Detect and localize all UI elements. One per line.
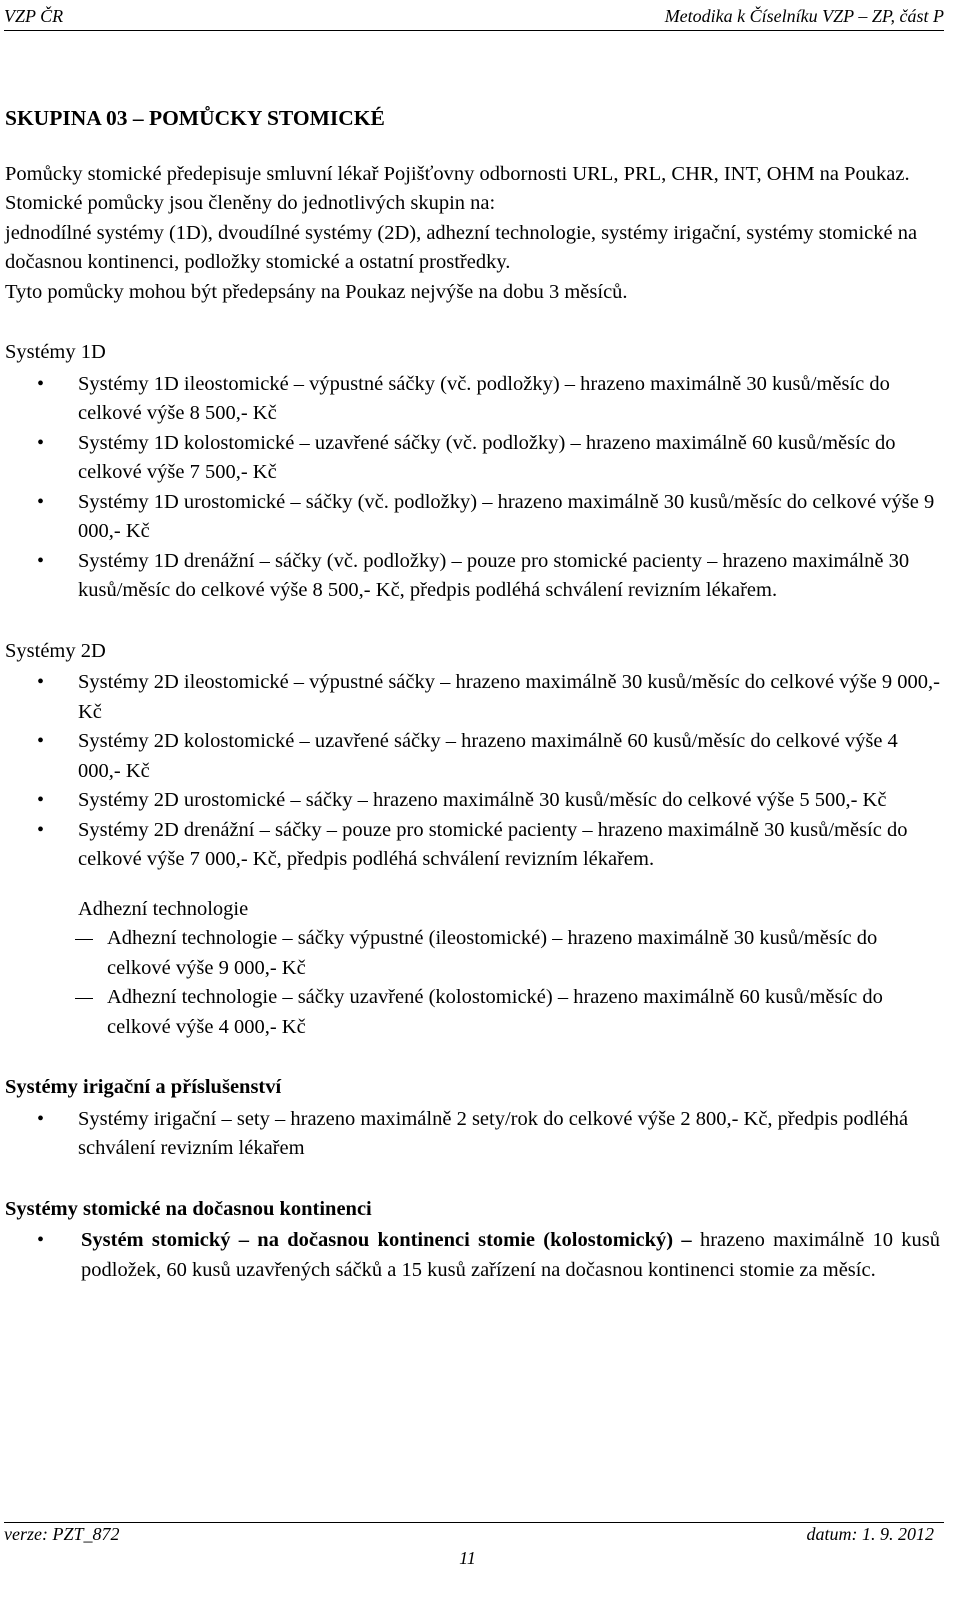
page-title: SKUPINA 03 – POMŮCKY STOMICKÉ — [5, 106, 385, 130]
footer-date: datum: 1. 9. 2012 — [806, 1524, 934, 1544]
item-rest: hrazeno maximálně 10 kusů podložek, 60 kusů uzavřených sáčků a 15 kusů zařízení na dočasnou kontinenci stomie za měsíc. — [81, 1229, 940, 1281]
section-heading-adhesive: Adhezní technologie — [78, 897, 249, 920]
list-item: • Systémy 2D urostomické – sáčky – hrazeno maximálně 30 kusů/měsíc do celkové výše 5 500,- Kč — [5, 786, 940, 816]
list-item: • Systémy 2D ileostomické – výpustné sáčky – hrazeno maximálně 30 kusů/měsíc do celkové výše 9 000,- Kč — [5, 668, 940, 727]
page-content — [5, 104, 940, 1285]
list-adhesive — [5, 924, 940, 1042]
list-item: • Systémy 1D drenážní – sáčky (vč. podložky) – pouze pro stomické pacienty – hrazeno maximálně 30 kusů/měsíc do celkové výše 8 500,- Kč, předpis podléhá schválení revizním lékařem. — [5, 547, 940, 606]
section-heading-1d: Systémy 1D — [5, 341, 106, 363]
list-item: Adhezní technologie – sáčky uzavřené (kolostomické) – hrazeno maximálně 60 kusů/měsíc do celkové výše 4 000,- Kč — [5, 983, 940, 1042]
intro-paragraph: Tyto pomůcky mohou být předepsány na Poukaz nejvýše na dobu 3 měsíců. — [5, 280, 628, 303]
intro-paragraph: jednodílné systémy (1D), dvoudílné systémy (2D), adhezní technologie, systémy irigační, systémy stomické na dočasnou kontinenci, podložky stomické a ostatní prostředky. — [5, 221, 918, 273]
header-right: Metodika k Číselníku VZP – ZP, část P — [664, 6, 944, 26]
list-item: Adhezní technologie – sáčky výpustné (ileostomické) – hrazeno maximálně 30 kusů/měsíc do celkové výše 9 000,- Kč — [5, 924, 940, 983]
section-heading-irrigation: Systémy irigační a příslušenství — [5, 1076, 282, 1098]
item-bold-lead: Systém stomický – na dočasnou kontinenci stomie (kolostomický) – — [81, 1229, 692, 1251]
list-item: • Systémy 1D ileostomické – výpustné sáčky (vč. podložky) – hrazeno maximálně 30 kusů/měsíc do celkové výše 8 500,- Kč — [5, 370, 940, 429]
footer-rule — [4, 1522, 944, 1523]
footer-version: verze: PZT_872 — [4, 1524, 120, 1544]
list-1d — [5, 370, 940, 606]
section-heading-2d: Systémy 2D — [5, 639, 106, 662]
header-left: VZP ČR — [4, 6, 64, 26]
section-heading-continence: Systémy stomické na dočasnou kontinenci — [5, 1197, 372, 1220]
list-2d — [5, 668, 940, 875]
list-item: • Systémy 2D kolostomické – uzavřené sáčky – hrazeno maximálně 60 kusů/měsíc do celkové výše 4 000,- Kč — [5, 727, 940, 786]
intro-paragraph: Stomické pomůcky jsou členěny do jednotlivých skupin na: — [5, 192, 496, 214]
list-item: • Systémy irigační – sety – hrazeno maximálně 2 sety/rok do celkové výše 2 800,- Kč, předpis podléhá schválení revizním lékařem — [5, 1105, 940, 1164]
list-item — [5, 1226, 940, 1285]
list-continence — [5, 1226, 940, 1285]
header-rule — [4, 30, 944, 31]
list-item: • Systémy 2D drenážní – sáčky – pouze pro stomické pacienty – hrazeno maximálně 30 kusů/měsíc do celkové výše 7 000,- Kč, předpis podléhá schválení revizním lékařem. — [5, 816, 940, 875]
list-irrigation — [5, 1105, 940, 1164]
intro-paragraph: Pomůcky stomické předepisuje smluvní lékař Pojišťovny odbornosti URL, PRL, CHR, INT, OHM na Poukaz. — [5, 162, 910, 185]
list-item: • Systémy 1D urostomické – sáčky (vč. podložky) – hrazeno maximálně 30 kusů/měsíc do celkové výše 9 000,- Kč — [5, 488, 940, 547]
list-item: • Systémy 1D kolostomické – uzavřené sáčky (vč. podložky) – hrazeno maximálně 60 kusů/měsíc do celkové výše 7 500,- Kč — [5, 429, 940, 488]
page-number: 11 — [459, 1548, 476, 1568]
